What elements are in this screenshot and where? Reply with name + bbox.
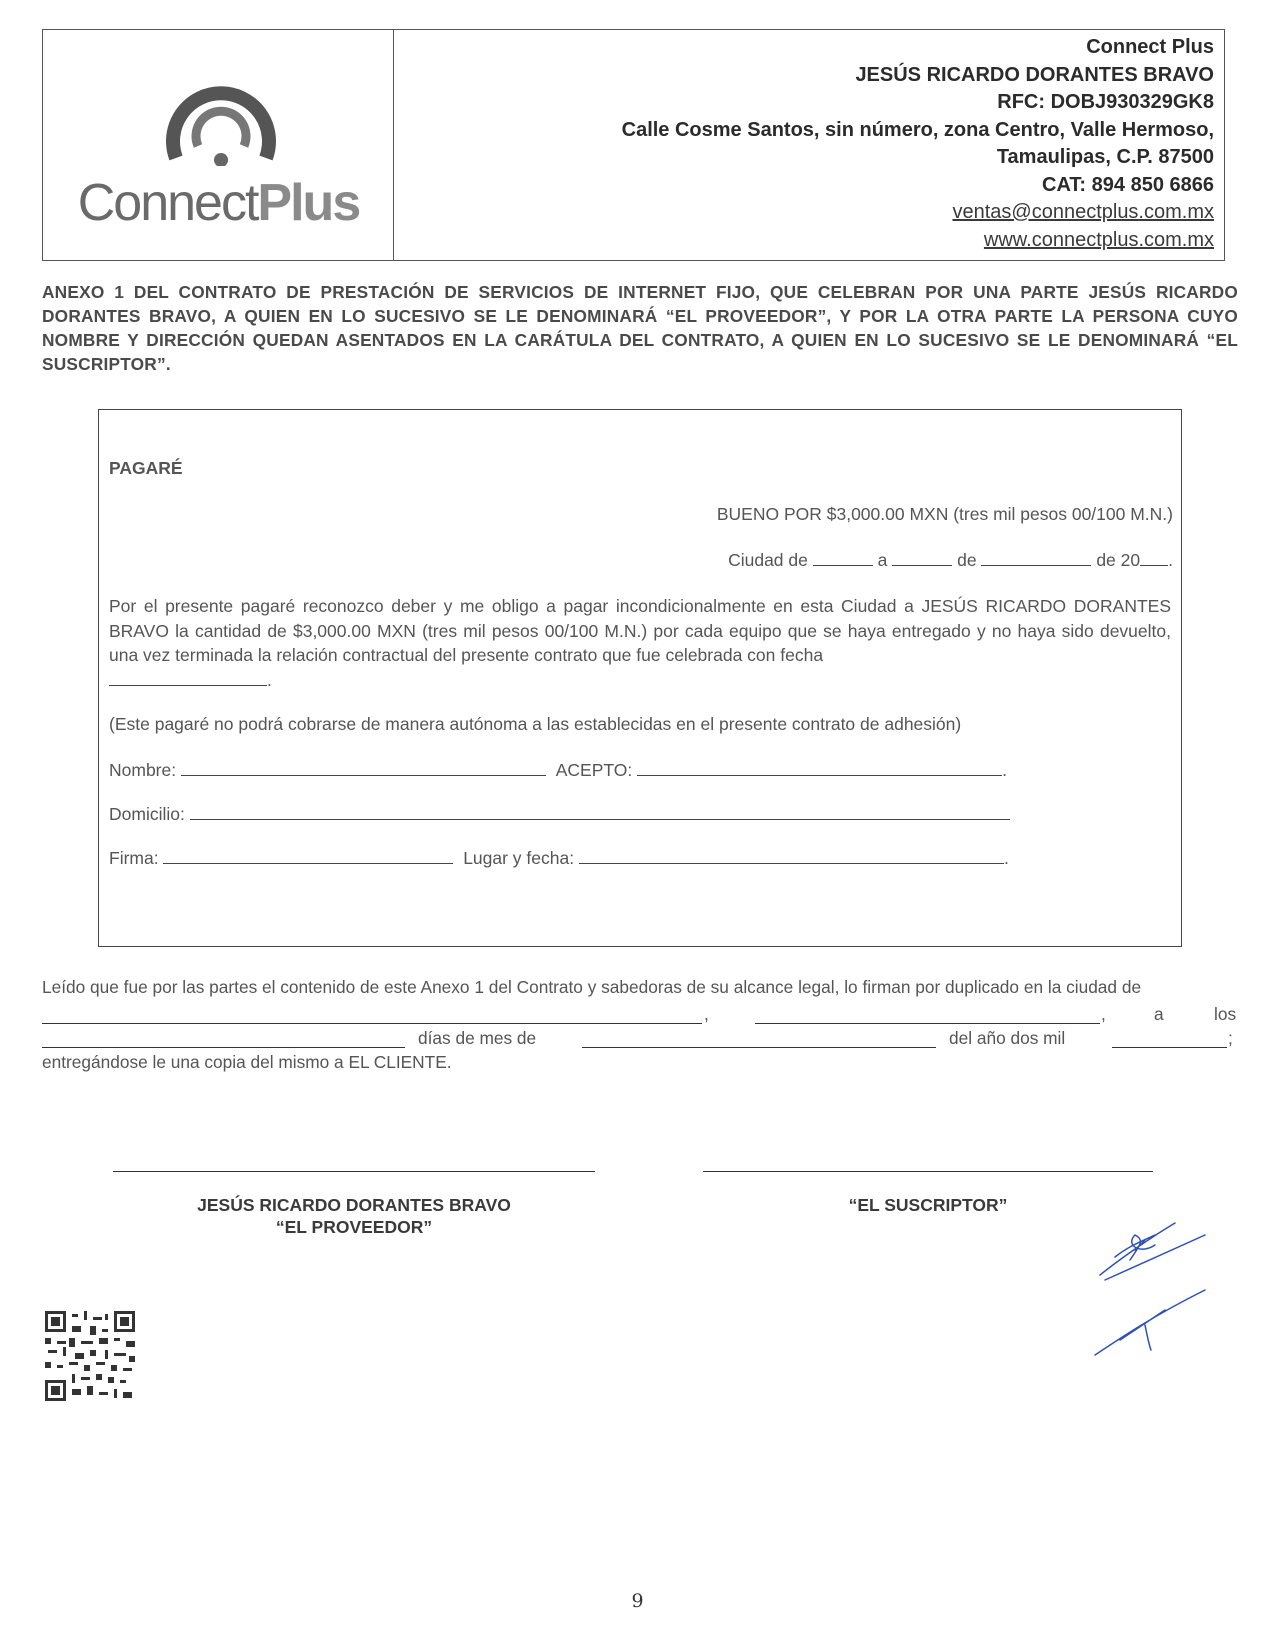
email-link[interactable]: ventas@connectplus.com.mx — [952, 201, 1214, 223]
closing-year-blank[interactable] — [1112, 1047, 1227, 1048]
domicilio-field[interactable] — [190, 805, 1010, 820]
firma-label: Firma: — [109, 848, 159, 868]
address-line-1: Calle Cosme Santos, sin número, zona Centro, Valle Hermoso, — [621, 118, 1214, 141]
ciudad-date-line: Ciudad de a de de 20 . — [728, 550, 1173, 570]
firma-lugar-row: Firma: Lugar y fecha: . — [109, 848, 1009, 868]
closing-dias-label: días de mes de — [418, 1028, 537, 1048]
letterhead — [42, 29, 1225, 261]
website-link[interactable]: www.connectplus.com.mx — [983, 228, 1214, 251]
closing-text: Leído que fue por las partes el contenido de este Anexo 1 del Contrato y sabedoras de su alcance legal, lo firman por duplicado en la ciudad de — [42, 977, 1142, 997]
pagare-paragraph: Por el presente pagaré reconozco deber y me obligo a pagar incondicionalmente en esta Ciudad a JESÚS RICARDO DORANTES BRAVO la cantidad de $3,000.00 MXN (tres mil pesos 00/100 M.N.) por cada equipo que se haya entregado y no haya sido devuelto, una vez terminada la relación contractual del presente contrato que fue celebrada con fecha . — [109, 596, 1171, 690]
ciudad-label: Ciudad de — [728, 550, 808, 570]
closing-a: a — [1154, 1004, 1164, 1024]
domicilio-row — [109, 804, 1010, 825]
address-line-2: Tamaulipas, C.P. 87500 — [996, 146, 1214, 168]
year-blank[interactable] — [1140, 551, 1168, 566]
domicilio-label: Domicilio: — [109, 804, 185, 824]
lugar-fecha-label: Lugar y fecha: — [463, 848, 575, 868]
closing-entregandose: entregándose le una copia del mismo a EL CLIENTE. — [42, 1052, 452, 1072]
ciudad-blank[interactable] — [813, 551, 873, 566]
subscriber-role: “EL SUSCRIPTOR” — [848, 1195, 1008, 1215]
qr-code-icon — [45, 1311, 135, 1401]
rfc: RFC: DOBJ930329GK8 — [997, 91, 1214, 113]
pagare-title: PAGARÉ — [109, 458, 183, 478]
owner-name: JESÚS RICARDO DORANTES BRAVO — [855, 63, 1214, 86]
pagare-box — [98, 409, 1182, 947]
month-blank[interactable] — [981, 551, 1091, 566]
lugar-fecha-field[interactable] — [579, 849, 1004, 864]
closing-city-blank[interactable] — [42, 1023, 702, 1024]
provider-role: “EL PROVEEDOR” — [275, 1217, 433, 1237]
provider-signature-line[interactable] — [113, 1171, 595, 1172]
closing-los: los — [1214, 1004, 1237, 1024]
acepto-label: ACEPTO: — [555, 760, 633, 780]
closing-month-blank[interactable] — [582, 1047, 936, 1048]
acepto-field[interactable] — [637, 761, 1002, 776]
subscriber-signature-line[interactable] — [703, 1171, 1153, 1172]
company-info — [622, 34, 1214, 254]
nombre-label: Nombre: — [109, 760, 177, 780]
day-blank[interactable] — [892, 551, 952, 566]
company-name: Connect Plus — [1086, 36, 1214, 58]
de-20-label: de 20 — [1096, 550, 1141, 570]
a-label: a — [877, 550, 888, 570]
provider-signature-block — [113, 1194, 595, 1238]
provider-name: JESÚS RICARDO DORANTES BRAVO — [197, 1195, 511, 1215]
nombre-acepto-row: Nombre: ACEPTO: . — [109, 760, 1007, 780]
closing-days-blank[interactable] — [42, 1047, 405, 1048]
bueno-por: BUENO POR $3,000.00 MXN (tres mil pesos 00/100 M.N.) — [716, 504, 1173, 524]
nombre-field[interactable] — [181, 761, 546, 776]
fecha-blank[interactable] — [109, 671, 267, 686]
logo-wordmark: ConnectPlus — [77, 174, 360, 232]
logo-cell — [43, 30, 394, 260]
handwritten-initials-icon — [1085, 1215, 1215, 1365]
de-label: de — [957, 550, 977, 570]
page-number: 9 — [631, 1590, 644, 1612]
firma-field[interactable] — [163, 849, 453, 864]
connect-plus-logo-icon — [156, 66, 286, 166]
annex-intro: ANEXO 1 DEL CONTRATO DE PRESTACIÓN DE SERVICIOS DE INTERNET FIJO, QUE CELEBRAN POR UNA PARTE JESÚS RICARDO DORANTES BRAVO, A QUIEN EN LO SUCESIVO SE LE DENOMINARÁ “EL PROVEEDOR”, Y POR LA OTRA PARTE LA PERSONA CUYO NOMBRE Y DIRECCIÓN QUEDAN ASENTADOS EN LA CARÁTULA DEL CONTRATO, A QUIEN EN LO SUCESIVO SE LE DENOMINARÁ “EL SUSCRIPTOR”. — [42, 282, 1238, 374]
closing-ano-label: del año dos mil — [949, 1028, 1066, 1048]
cat-phone: CAT: 894 850 6866 — [1042, 173, 1214, 196]
pagare-note: (Este pagaré no podrá cobrarse de manera autónoma a las establecidas en el presente contrato de adhesión) — [109, 714, 962, 734]
closing-day-blank[interactable] — [755, 1023, 1100, 1024]
